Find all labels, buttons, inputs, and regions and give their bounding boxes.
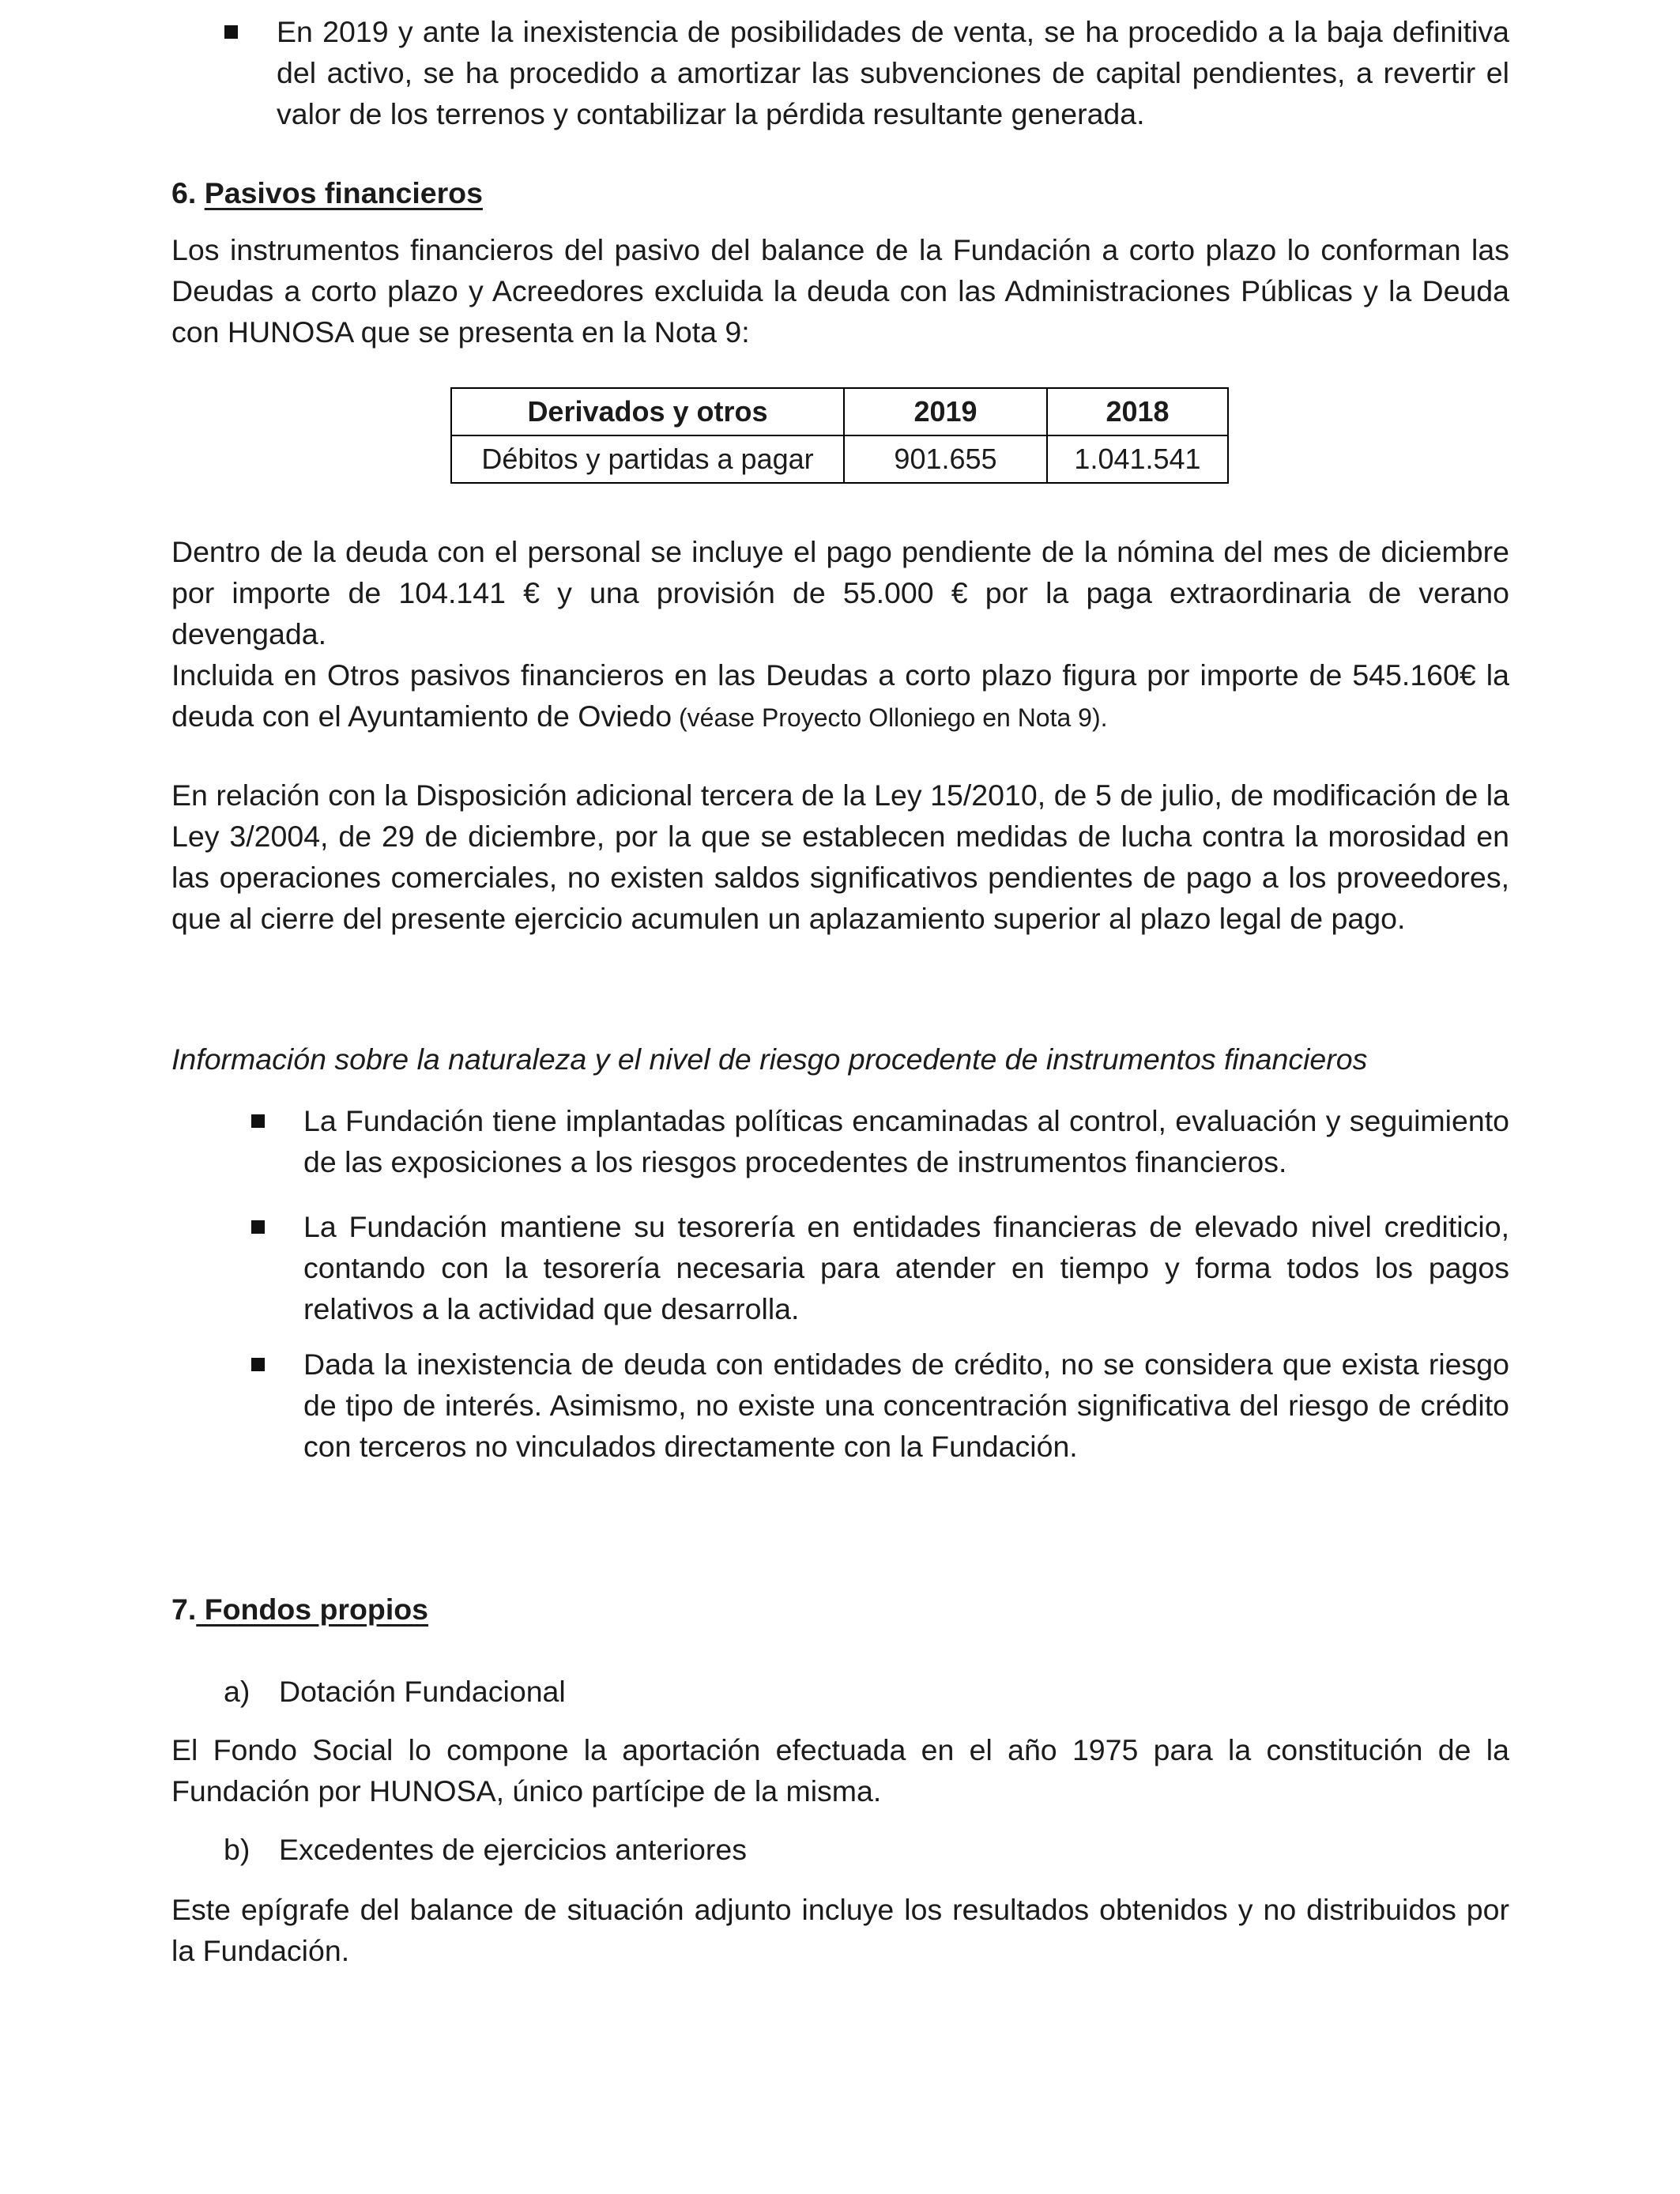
fondo-social-paragraph: El Fondo Social lo compone la aportación efectuada en el año 1975 para la constitución de la Fundación por HUNOSA, único partícipe de la misma. [171,1733,1509,1808]
table-header-row [451,388,1228,435]
item-b-text: Excedentes de ejercicios anteriores [279,1833,747,1866]
top-bullet [224,11,1509,134]
list-item [251,1344,1509,1467]
personnel-debt-paragraph: Dentro de la deuda con el personal se incluye el pago pendiente de la nómina del mes de diciembre por importe de 104.141 € y una provisión de 55.000 € por la paga extraordinaria de verano devengada. [171,535,1509,650]
section-6-number: 6. [171,176,197,209]
section-6-heading [171,172,483,213]
table-header-cell: Derivados y otros [451,388,844,435]
table-cell: 901.655 [844,435,1047,483]
excedentes-paragraph: Este epígrafe del balance de situación adjunto incluye los resultados obtenidos y no distribuidos por la Fundación. [171,1893,1509,1967]
table-header-cell: 2018 [1047,388,1228,435]
table-row [451,435,1228,483]
square-bullet-icon [251,1358,265,1371]
table-header-cell: 2019 [844,388,1047,435]
list-item [251,1206,1509,1329]
risk-info-title: Información sobre la naturaleza y el nivel de riesgo procedente de instrumentos financieros [171,1042,1368,1076]
item-b-label: b) [224,1833,250,1866]
section-7-title: Fondos propios [196,1593,429,1626]
oviedo-debt-text: Incluida en Otros pasivos financieros en las Deudas a corto plazo figura por importe de 545.160€ la deuda con el Ayuntamiento de Oviedo [171,658,1509,733]
risk-bullet-text: Dada la inexistencia de deuda con entidades de crédito, no se considera que exista riesgo de tipo de interés. Asimismo, no existe una concentración significativa del riesgo de crédito con terceros no vinculados directamente con la Fundación. [303,1348,1509,1463]
square-bullet-icon [251,1114,265,1128]
section-7-number: 7. [171,1593,197,1626]
section-6-title: Pasivos financieros [204,176,483,209]
table-cell: 1.041.541 [1047,435,1228,483]
square-bullet-icon [251,1220,265,1234]
oviedo-debt-note: (véase Proyecto Olloniego en Nota 9). [672,703,1108,732]
table-cell: Débitos y partidas a pagar [451,435,844,483]
square-bullet-icon [224,25,238,39]
risk-bullet-text: La Fundación mantiene su tesorería en entidades financieras de elevado nivel crediticio, contando con la tesorería necesaria para atender en tiempo y forma todos los pagos relativos a la actividad que desarrolla. [303,1210,1509,1325]
oviedo-debt-paragraph [171,654,1509,738]
top-bullet-text: En 2019 y ante la inexistencia de posibilidades de venta, se ha procedido a la baja definitiva del activo, se ha procedido a amortizar las subvenciones de capital pendientes, a revertir el valor de los terrenos y contabilizar la pérdida resultante generada. [277,15,1509,130]
list-item [251,1100,1509,1182]
section-7-heading [171,1589,428,1630]
late-payment-paragraph: En relación con la Disposición adicional tercera de la Ley 15/2010, de 5 de julio, de modificación de la Ley 3/2004, de 29 de diciembre, por la que se establecen medidas de lucha contra la morosidad en las operaciones comerciales, no existen saldos significativos pendientes de pago a los proveedores, que al cierre del presente ejercicio acumulen un aplazamiento superior al plazo legal de pago. [171,778,1509,935]
item-b [224,1829,747,1870]
item-a [224,1671,566,1712]
item-a-text: Dotación Fundacional [279,1675,566,1708]
debts-table [450,387,1229,484]
risk-bullet-text: La Fundación tiene implantadas políticas encaminadas al control, evaluación y seguimiento de las exposiciones a los riesgos procedentes de instrumentos financieros. [303,1104,1509,1178]
section-6-intro: Los instrumentos financieros del pasivo del balance de la Fundación a corto plazo lo conforman las Deudas a corto plazo y Acreedores excluida la deuda con las Administraciones Públicas y la Deuda con HUNOSA que se presenta en la Nota 9: [171,233,1509,349]
item-a-label: a) [224,1675,250,1708]
